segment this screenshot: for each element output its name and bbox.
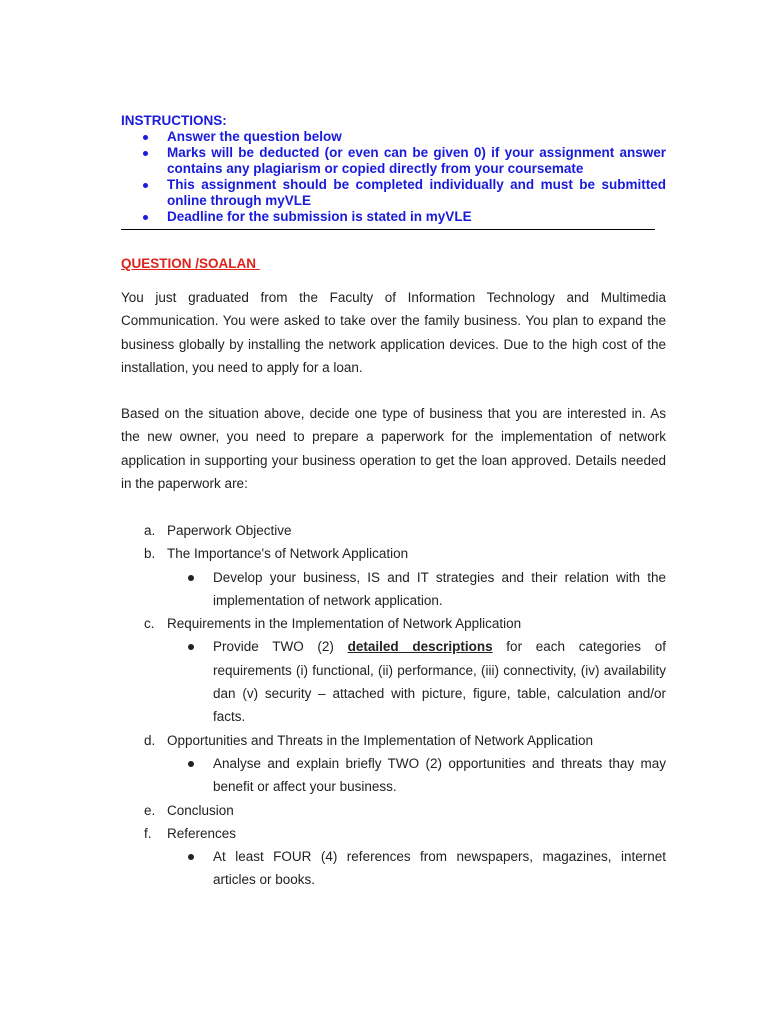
outline-letter: d. [144, 732, 156, 748]
outline-letter: b. [144, 546, 156, 562]
bullet-icon [143, 183, 148, 188]
bullet-icon [188, 761, 194, 767]
instruction-item [121, 209, 666, 225]
outline-item-e [121, 799, 666, 822]
outline-item-a [121, 519, 666, 542]
instructions-heading: INSTRUCTIONS: [121, 113, 227, 128]
bullet-icon [188, 575, 194, 581]
bullet-icon [143, 135, 148, 140]
outline-letter: f. [144, 825, 152, 841]
task-paragraph: Based on the situation above, decide one type of business that you are interested in. As the new owner, you need to prepare a paperwork for the implementation of network application in supporting your business operation to get the loan approved. Details needed in the paperwork are: [121, 406, 666, 491]
outline-label: The Importance's of Network Application [167, 546, 409, 562]
subitem-text-pre: Provide TWO (2) [213, 639, 348, 655]
outline-letter: a. [144, 523, 156, 538]
outline-item-d [121, 729, 666, 752]
outline-item-b [121, 542, 666, 565]
instruction-text: Answer the question below [167, 129, 342, 144]
outline-label: Opportunities and Threats in the Implementation of Network Application [167, 732, 593, 748]
outline-label: Conclusion [167, 802, 234, 818]
divider [121, 229, 655, 230]
bullet-icon [188, 644, 194, 650]
instruction-item [121, 177, 666, 209]
paperwork-outline [121, 519, 666, 892]
subitem-text-post: for each categories of requirements (i) functional, (ii) performance, (iii) connectivity, (iv) availability dan (v) security – attached with picture, figure, table, calculation and/or facts. [213, 639, 666, 725]
instruction-item [121, 129, 666, 145]
instructions-list [121, 129, 666, 225]
outline-subitem-b [121, 566, 666, 613]
outline-subitem-c [121, 635, 666, 728]
outline-label: Paperwork Objective [167, 523, 292, 538]
outline-subitem-f [121, 845, 666, 892]
subitem-emphasis: detailed descriptions [347, 639, 493, 655]
bullet-icon [143, 151, 148, 156]
subitem-text: At least FOUR (4) references from newspapers, magazines, internet articles or books. [213, 849, 666, 888]
instruction-text: This assignment should be completed individually and must be submitted online through myVLE [167, 177, 666, 208]
instruction-text: Marks will be deducted (or even can be given 0) if your assignment answer contains any plagiarism or copied directly from your coursemate [167, 145, 666, 176]
outline-letter: c. [144, 616, 155, 632]
outline-letter: e. [144, 802, 156, 818]
outline-label: References [167, 825, 237, 841]
instruction-item [121, 145, 666, 177]
question-heading: QUESTION /SOALAN [121, 256, 260, 271]
bullet-icon [143, 215, 148, 220]
outline-label: Requirements in the Implementation of Network Application [167, 616, 522, 632]
outline-item-f [121, 822, 666, 845]
subitem-text: Develop your business, IS and IT strategies and their relation with the implementation of network application. [213, 569, 666, 608]
instruction-text: Deadline for the submission is stated in myVLE [167, 209, 472, 224]
scenario-paragraph: You just graduated from the Faculty of Information Technology and Multimedia Communication. You were asked to take over the family business. You plan to expand the business globally by installing the network application devices. Due to the high cost of the installation, you need to apply for a loan. [121, 290, 666, 375]
bullet-icon [188, 854, 194, 860]
outline-subitem-d [121, 752, 666, 799]
outline-item-c [121, 612, 666, 635]
subitem-text: Analyse and explain briefly TWO (2) opportunities and threats thay may benefit or affect your business. [213, 755, 666, 795]
